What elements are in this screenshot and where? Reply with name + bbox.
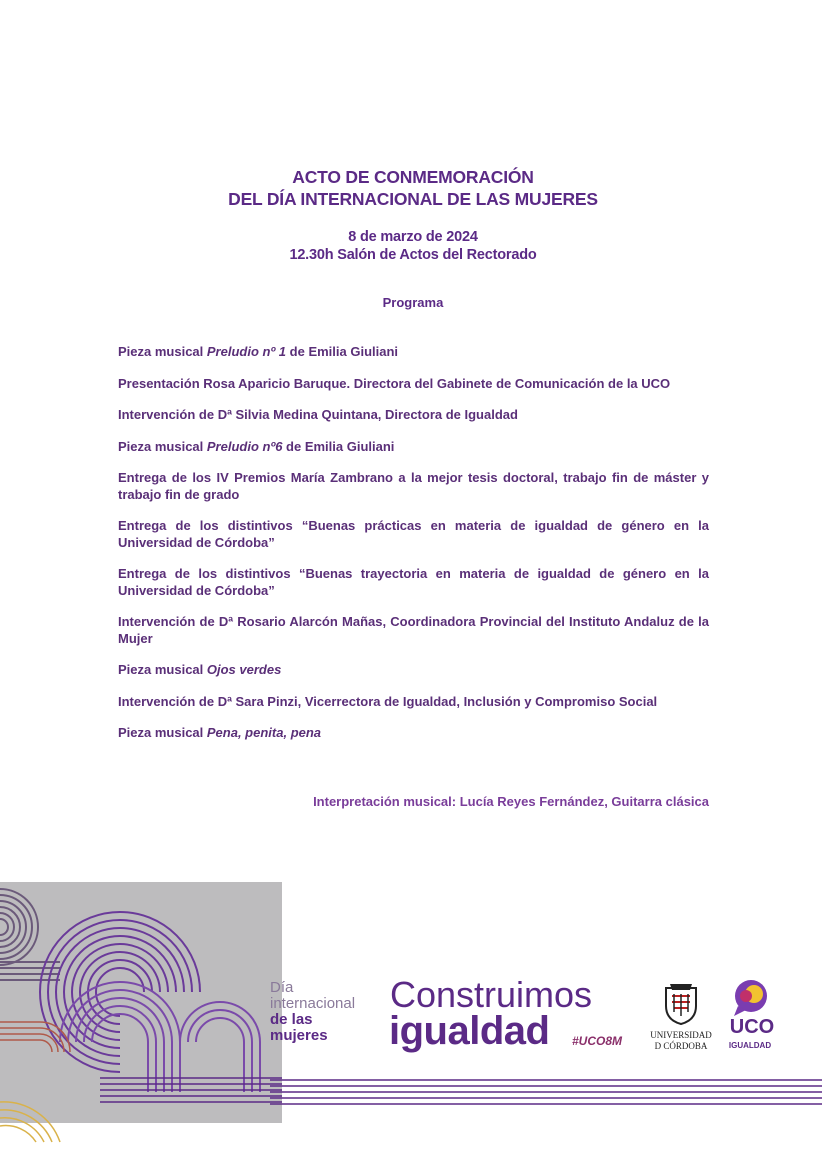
item-text: Entrega de los distintivos “Buenas trayectoria en materia de igualdad de género en la Universidad de Córdoba”: [118, 566, 709, 598]
program-item: [118, 566, 709, 599]
item-text: Pieza musical: [118, 725, 207, 740]
concentric-lines-artwork: [0, 882, 282, 1152]
program-item: [118, 407, 709, 424]
item-title: Pena, penita, pena: [206, 725, 322, 740]
program-item: [118, 470, 709, 503]
event-date: 8 de marzo de 2024: [348, 229, 478, 245]
program-item: [118, 694, 709, 711]
uco-logo-subtitle: IGUALDAD: [728, 1041, 772, 1050]
program-item: [118, 439, 709, 456]
universidad-cordoba-label: [646, 1030, 716, 1052]
programa-heading: Programa: [382, 295, 444, 310]
uni-line-2: D CÓRDOBA: [654, 1041, 708, 1051]
dia-line-1: Día: [270, 979, 294, 996]
item-title: Preludio nº 1: [206, 344, 287, 359]
event-time-place: 12.30h Salón de Actos del Rectorado: [289, 247, 537, 263]
item-text: Presentación Rosa Aparicio Baruque. Directora del Gabinete de Comunicación de la UCO: [118, 375, 671, 391]
item-text: Entrega de los IV Premios María Zambrano a la mejor tesis doctoral, trabajo fin de máster y trabajo fin de grado: [118, 470, 709, 502]
program-item: [118, 614, 709, 647]
program-item: [118, 376, 709, 393]
dia-line-3: de las: [270, 1011, 313, 1028]
program-list: [118, 344, 709, 742]
item-text: Intervención de Dª Sara Pinzi, Vicerrectora de Igualdad, Inclusión y Compromiso Social: [118, 693, 658, 709]
igualdad-text: igualdad: [389, 1009, 550, 1053]
hashtag: #UCO8M: [572, 1034, 623, 1048]
dia-line-4: mujeres: [270, 1027, 328, 1044]
program-item: [118, 725, 709, 742]
uco-igualdad-speech-bubble-icon: [728, 978, 774, 1018]
musical-interpretation: Interpretación musical: Lucía Reyes Fernández, Guitarra clásica: [313, 794, 709, 809]
item-title: Preludio nº6: [206, 438, 283, 454]
program-item: [118, 662, 709, 679]
item-text: Pieza musical: [118, 662, 207, 677]
dia-line-2: internacional: [270, 995, 356, 1012]
item-text: Intervención de Dª Silvia Medina Quintana, Directora de Igualdad: [118, 407, 518, 422]
uco-logo-text: UCO: [729, 1016, 775, 1038]
uni-line-1: UNIVERSIDAD: [650, 1030, 712, 1040]
item-text: Pieza musical: [118, 344, 207, 359]
title-line-2: DEL DÍA INTERNACIONAL DE LAS MUJERES: [228, 189, 598, 209]
footer-horizontal-stripes: [270, 1078, 822, 1106]
item-text: Intervención de Dª Rosario Alarcón Mañas, Coordinadora Provincial del Instituto Andaluz de la Mujer: [118, 614, 709, 646]
dia-internacional-label: [270, 980, 355, 1044]
event-header: [0, 166, 826, 264]
item-text: Pieza musical: [118, 438, 207, 454]
item-text: de Emilia Giuliani: [286, 344, 399, 359]
date-block: [0, 228, 826, 264]
title-line-1: ACTO DE CONMEMORACIÓN: [292, 167, 534, 187]
program-item: [118, 518, 709, 551]
universidad-cordoba-shield-icon: [662, 978, 700, 1026]
item-text: de Emilia Giuliani: [282, 438, 395, 454]
construimos-text: Construimos: [390, 974, 593, 1015]
item-title: Ojos verdes: [206, 662, 282, 677]
item-text: Entrega de los distintivos “Buenas prácticas en materia de igualdad de género en la Universidad de Córdoba”: [118, 518, 709, 550]
program-item: [118, 344, 709, 361]
